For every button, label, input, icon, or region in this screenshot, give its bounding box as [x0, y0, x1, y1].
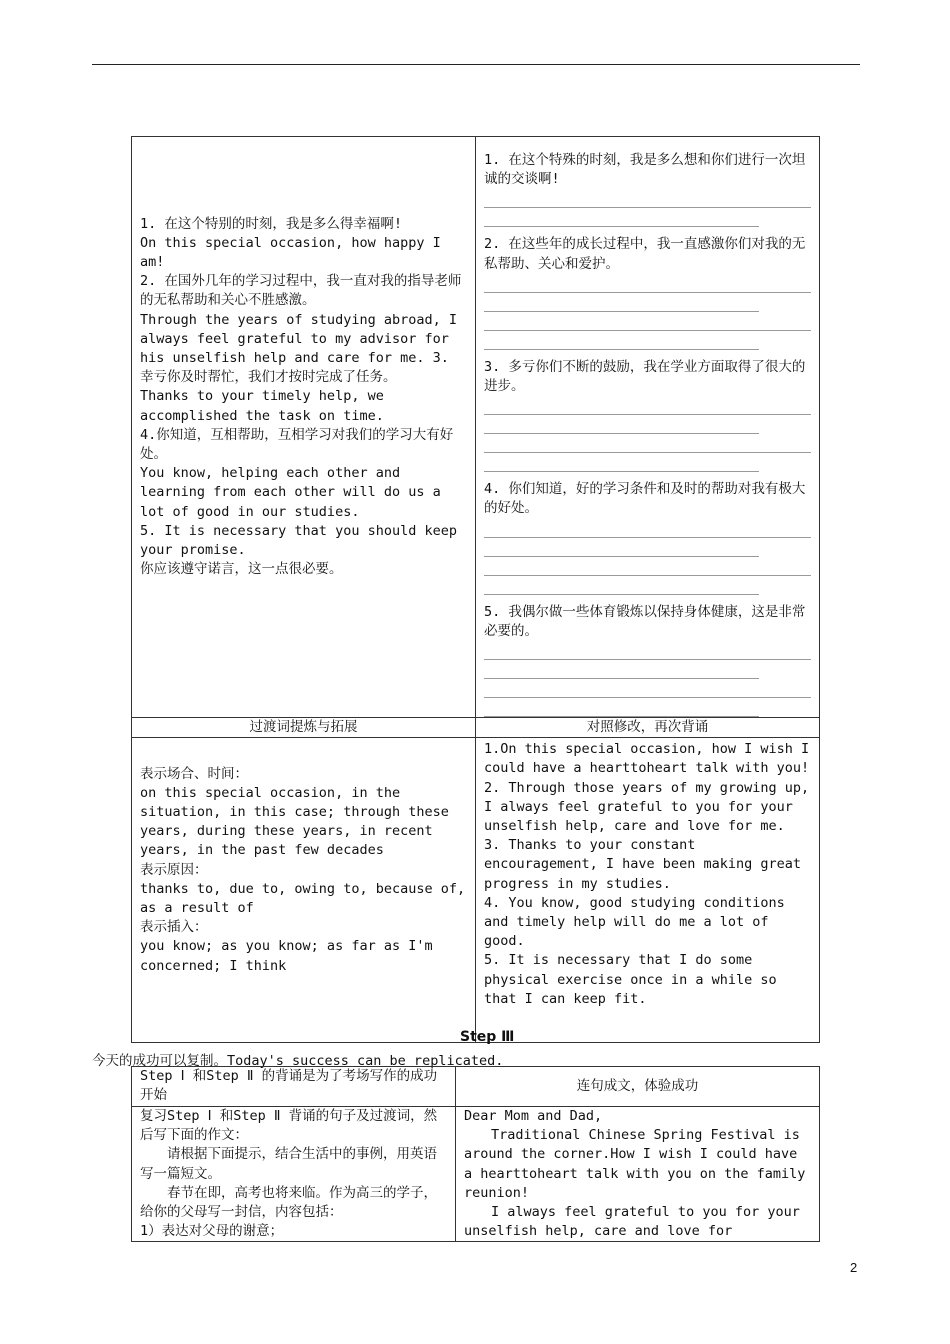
letter-paragraph-1: Traditional Chinese Spring Festival is around the corner.How I wish I could have a hearttoheart talk with you on the family reunion! [464, 1127, 806, 1201]
answer-line[interactable] [484, 311, 759, 312]
example-4-cn: 4.你知道，互相帮助，互相学习对我们的学习大有好处。 [140, 426, 454, 463]
answer-line[interactable] [484, 659, 811, 660]
example-3-en: Thanks to your timely help, we accomplished the task on time. [140, 388, 384, 424]
answer-line[interactable] [484, 226, 759, 227]
answer-4: 4. You know, good studying conditions and timely help will do me a lot of good. [484, 894, 785, 950]
vocab-insertion-words: you know; as you know; as far as I'm concerned; I think [140, 938, 433, 974]
example-5-cn: 你应该遵守诺言，这一点很必要。 [140, 561, 343, 578]
example-2-en: Through the years of studying abroad, I always feel grateful to my advisor for his unselfish help and care for me. 3. 幸亏你及时帮忙，我们才按时完成了任务。 [140, 311, 457, 386]
example-5-en: 5. It is necessary that you should keep your promise. [140, 522, 457, 559]
task-line-2: 请根据下面提示，结合生活中的事例，用英语写一篇短文。 [140, 1146, 437, 1182]
answer-1: 1.On this special occasion, how I wish I could have a hearttoheart talk with you! [484, 741, 810, 777]
task-line-3: 春节在即，高考也将来临。作为高三的学子，给你的父母写一封信，内容包括： [140, 1184, 437, 1221]
answer-5: 5. It is necessary that I do some physical exercise once in a while so that I can keep fit. [484, 952, 777, 1007]
prompt-5: 5. 我偶尔做一些体育锻炼以保持身体健康，这是非常必要的。 [484, 603, 806, 639]
transition-words-cell [132, 738, 476, 1043]
example-1-cn: 1. 在这个特别的时刻，我是多么得幸福啊! [140, 215, 403, 232]
letter-header: 连句成文，体验成功 [456, 1067, 820, 1107]
task-line-1: 复习Step Ⅰ 和Step Ⅱ 背诵的句子及过渡词，然后写下面的作文： [140, 1108, 438, 1144]
task-instructions-cell [132, 1107, 456, 1242]
answer-line[interactable] [484, 433, 759, 434]
step-title: Step Ⅲ [460, 1029, 515, 1045]
answer-line[interactable] [484, 678, 759, 679]
task-header: Step Ⅰ 和Step Ⅱ 的背诵是为了考场写作的成功开始 [132, 1067, 456, 1107]
example-2-cn: 2. 在国外几年的学习过程中，我一直对我的指导老师的无私帮助和关心不胜感激。 [140, 273, 462, 309]
answers-header: 对照修改，再次背诵 [476, 718, 820, 738]
answer-line[interactable] [484, 575, 811, 576]
letter-paragraph-2: I always feel grateful to you for your unselfish help, care and love for [464, 1204, 800, 1240]
vocab-header: 过渡词提炼与拓展 [132, 718, 476, 738]
answer-line[interactable] [484, 292, 811, 293]
model-answers-cell [476, 738, 820, 1043]
vocab-time-words: on this special occasion, in the situation, in this case; through these years, during these years, in recent years, in the past few decades [140, 784, 449, 859]
answer-line[interactable] [484, 594, 759, 595]
vocab-reason-words: thanks to, due to, owing to, because of, as a result of [140, 880, 466, 917]
answer-line[interactable] [484, 471, 759, 472]
answer-line[interactable] [484, 349, 759, 350]
answer-line[interactable] [484, 697, 811, 698]
prompt-3: 3. 多亏你们不断的鼓励，我在学业方面取得了很大的进步。 [484, 358, 806, 395]
motto: 今天的成功可以复制。Today's success can be replicated. [92, 1053, 504, 1069]
prompt-1: 1. 在这个特殊的时刻，我是多么想和你们进行一次坦诚的交谈啊! [484, 152, 806, 188]
letter-greeting: Dear Mom and Dad, [464, 1108, 603, 1124]
answer-3: 3. Thanks to your constant encouragement, I have been making great progress in my studies. [484, 837, 801, 892]
example-sentences-cell [132, 137, 476, 718]
vocab-category-insertion: 表示插入： [140, 919, 208, 936]
answer-line[interactable] [484, 556, 759, 557]
page-number: 2 [850, 1260, 858, 1275]
translation-exercise-cell [476, 137, 820, 718]
answer-2: 2. Through those years of my growing up, I always feel grateful to you for your unselfish help, care and love for me. [484, 779, 810, 835]
writing-task-table [131, 1066, 820, 1242]
prompt-2: 2. 在这些年的成长过程中，我一直感激你们对我的无私帮助、关心和爱护。 [484, 236, 806, 272]
answer-line[interactable] [484, 330, 811, 331]
example-4-en: You know, helping each other and learning from each other will do us a lot of good in our studies. [140, 465, 441, 520]
example-1-en: On this special occasion, how happy I am! [140, 234, 441, 270]
letter-cell [456, 1107, 820, 1242]
answer-line[interactable] [484, 207, 811, 208]
answer-line[interactable] [484, 537, 811, 538]
vocab-category-reason: 表示原因： [140, 861, 208, 878]
answer-line[interactable] [484, 414, 811, 415]
prompt-4: 4. 你们知道，好的学习条件和及时的帮助对我有极大的好处。 [484, 481, 806, 517]
vocab-category-time: 表示场合、时间： [140, 765, 248, 782]
task-line-4: 1）表达对父母的谢意； [140, 1223, 284, 1240]
exercise-table [131, 136, 820, 1043]
answer-line[interactable] [484, 452, 811, 453]
header-rule [92, 64, 860, 65]
